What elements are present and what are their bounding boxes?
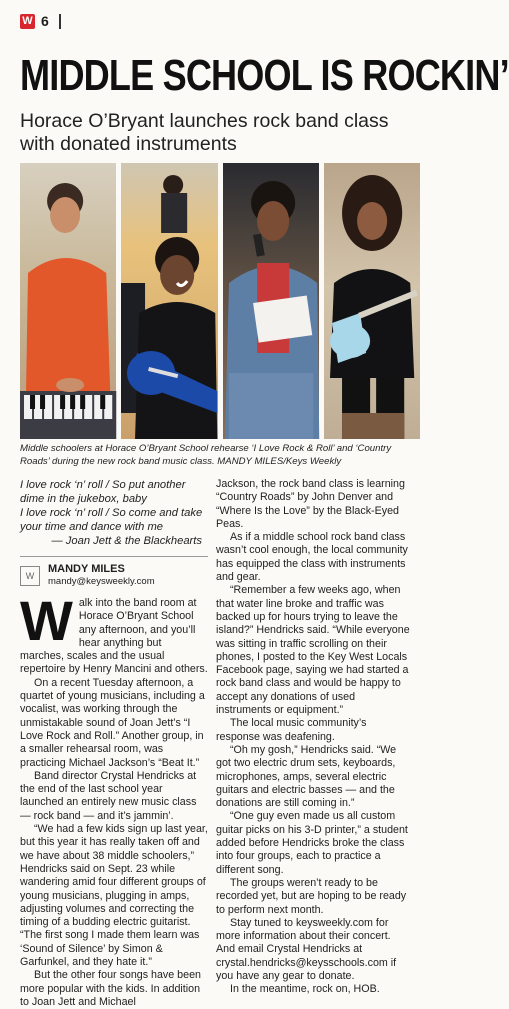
lyric-line: I love rock ‘n’ roll / So come and take your time and dance with me [20,507,203,533]
article-paragraph: On a recent Tuesday afternoon, a quartet of young musicians, including a vocalist, was working through the unmistakable sound of Joan Jett’s “I Love Rock and Roll.” Another group, in a smaller rehearsal room, was practicing Michael Jackson’s “Beat It.” [20,676,205,769]
subheadline: Horace O’Bryant launches rock band class with donated instruments [20,110,389,155]
lyrics-epigraph [20,478,208,548]
headline: MIDDLE SCHOOL IS ROCKIN’ [20,51,509,100]
article-paragraph: Stay tuned to keysweekly.com for more information about their concert. And email Crystal Hendricks at crystal.hendricks@keysschools.com if you have any gear to donate. [216,916,397,982]
author-email: mandy@keysweekly.com [48,576,155,587]
article-paragraph: As if a middle school rock band class wasn’t cool enough, the local community has equipped the class with instruments and gear. [216,531,408,584]
byline-logo: W [20,566,40,586]
publication-logo: W [20,14,35,29]
article-paragraph: In the meantime, rock on, HOB. [230,983,380,996]
divider [59,14,61,29]
article-paragraph: But the other four songs have been more popular with the kids. In addition to Joan Jett and Michael [20,969,201,1008]
article-paragraph: “One guy even made us all custom guitar picks on his 3-D printer,” a student added before Hendricks broke the class into four groups, each to practice a different song. [216,810,408,876]
photo-caption: Middle schoolers at Horace O’Bryant School rehearse ‘I Love Rock & Roll’ and ‘Country Roads’ during the new rock band music class. MANDY MILES/Keys Weekly [20,443,392,467]
lyric-line: I love rock ‘n’ roll / So put another dime in the jukebox, baby [20,479,186,505]
article-column-2 [216,478,412,997]
photo-bass-player [121,163,217,439]
article-paragraph: The groups weren’t ready to be recorded yet, but are hoping to be ready to perform next month. [216,876,407,916]
article-paragraph: Jackson, the rock band class is learning “Country Roads” by John Denver and “Where Is the Love” by the Black-Eyed Peas. [216,478,405,530]
article-column-1 [20,478,208,1009]
photo-strip [20,163,420,439]
article-body [20,589,208,1009]
photo-keyboard-player [20,163,116,439]
article-paragraph: The local music community’s response was deafening. [216,717,367,743]
photo-guitarist [324,163,420,439]
article-paragraph [20,589,208,677]
drop-cap: W [20,589,73,652]
article-paragraph: “We had a few kids sign up last year, but this year it has really taken off and we have about 38 middle schoolers,” Hendricks said on Sept. 23 while wandering amid four different groups of young musicians, plugging in amps, adjusting volumes and correcting the timing of a budding electric guitarist. “The first song I made them learn was ‘Sound of Silence’ by Simon & Garfunkel, and they hate it.” [20,823,208,969]
lyric-attribution: — Joan Jett & the Blackhearts [51,535,202,547]
author-name: MANDY MILES [48,563,125,575]
paragraph-text: alk into the band room at Horace O’Bryant School any afternoon, and you’ll hear anything but marches, scales and the usual repertoire by Henry Mancini and others. [20,597,208,676]
article-paragraph: Band director Crystal Hendricks at the end of the last school year launched an entirely new music class — rock band — and it’s jammin’. [20,769,197,822]
article-paragraph: “Remember a few weeks ago, when that water line broke and traffic was backed up for hours trying to leave the island?” Hendricks said. “While everyone was sitting in traffic scrolling on their phones, I posted to the Key West Locals Facebook page, saying we had started a rock band class and would be happy to accept any donations of used instruments or equipment.” [216,584,410,717]
photo-vocalist [223,163,319,439]
article-body [216,478,412,997]
byline [20,563,208,588]
page-header [20,13,61,29]
divider [20,556,208,557]
article-paragraph: “Oh my gosh,” Hendricks said. “We got two electric drum sets, keyboards, microphones, amps, several electric guitars and electric basses — and the donations are still coming in.” [216,743,397,810]
page-number: 6 [41,13,49,29]
